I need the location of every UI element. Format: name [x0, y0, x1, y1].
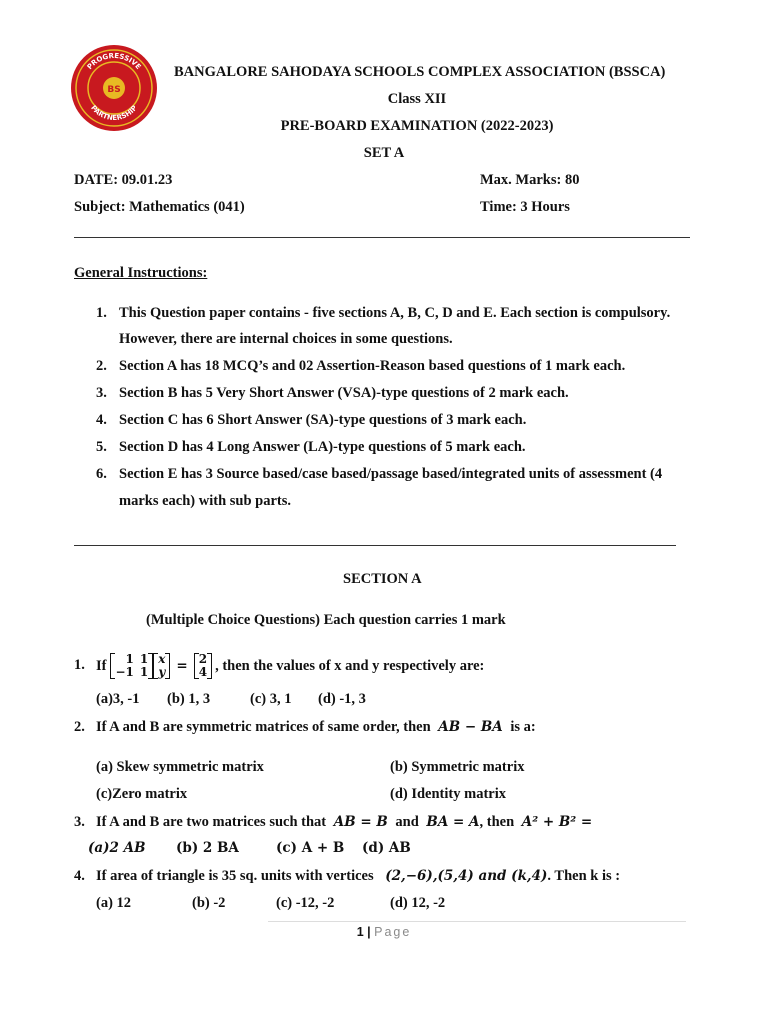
matrix-cell: 1 [125, 652, 134, 666]
header-divider [74, 237, 690, 238]
question-1 [96, 648, 484, 684]
option-b[interactable]: (b) 1, 3 [167, 691, 211, 707]
option-b[interactable]: (b) 2 BA [176, 840, 239, 856]
option-a[interactable]: (a) Skew symmetric matrix [96, 759, 264, 775]
instruction-num: 4. [96, 412, 107, 428]
question-math: (2,−6),(5,4) and (k,4) [385, 868, 548, 884]
max-marks: Max. Marks: 80 [480, 172, 580, 188]
matrix-cell: 2 [198, 652, 208, 666]
option-b[interactable]: (b) Symmetric matrix [390, 759, 525, 775]
instruction-num: 2. [96, 358, 107, 374]
instructions-divider [74, 545, 676, 546]
question-4 [96, 868, 620, 885]
exam-title: PRE-BOARD EXAMINATION (2022-2023) [280, 118, 554, 134]
question-text: If A and B are symmetric matrices of same order, then [96, 719, 431, 735]
page-separator: | [367, 925, 371, 939]
option-c[interactable]: (c) -12, -2 [276, 895, 335, 911]
page-label: Page [374, 925, 412, 939]
instruction-text: marks each) with sub parts. [119, 493, 291, 509]
exam-date: DATE: 09.01.23 [74, 172, 173, 188]
option-d[interactable]: (d) -1, 3 [318, 691, 366, 707]
question-math: AB − BA [438, 719, 503, 735]
section-title: SECTION A [343, 571, 422, 587]
question-number: 4. [74, 868, 85, 884]
matrix-cell: y [158, 665, 166, 679]
option-c[interactable]: (c) 3, 1 [250, 691, 292, 707]
exam-time: Time: 3 Hours [480, 199, 570, 215]
option-d[interactable]: (d) Identity matrix [390, 786, 506, 802]
option-a[interactable]: (a) 12 [96, 895, 132, 911]
equals-sign: = [176, 658, 188, 674]
option-d[interactable]: (d) 12, -2 [390, 895, 446, 911]
logo-initials: BS [107, 85, 121, 95]
instruction-text: Section A has 18 MCQ’s and 02 Assertion-Reason based questions of 1 mark each. [119, 358, 626, 374]
instruction-text: This Question paper contains - five sections A, B, C, D and E. Each section is compulsory. [119, 305, 671, 321]
page-footer [0, 925, 768, 939]
question-text: , then [479, 814, 515, 830]
matrix-cell: 1 [139, 665, 149, 679]
logo-text-top: PROGRESSIVE [85, 51, 143, 72]
matrix-cell: 1 [139, 652, 149, 666]
footer-divider [268, 921, 686, 922]
option-d[interactable]: (d) AB [362, 840, 411, 856]
matrix-a [110, 653, 153, 679]
question-math: A² + B² = [521, 814, 593, 830]
instruction-text: Section C has 6 Short Answer (SA)-type questions of 3 mark each. [119, 412, 527, 428]
question-math: BA = A [426, 814, 480, 830]
class-label: Class XII [387, 91, 447, 107]
instruction-text: Section E has 3 Source based/case based/passage based/integrated units of assessment (4 [119, 466, 663, 482]
question-text: If [96, 657, 107, 674]
matrix-xy [153, 653, 170, 679]
question-text: is a: [510, 719, 536, 735]
matrix-cell: 4 [198, 665, 208, 679]
option-c[interactable]: (c)Zero matrix [96, 786, 188, 802]
question-3 [96, 814, 592, 831]
subject: Subject: Mathematics (041) [74, 199, 245, 215]
instruction-num: 1. [96, 305, 107, 321]
option-a[interactable]: (a)2 AB [88, 840, 146, 856]
instruction-num: 6. [96, 466, 107, 482]
question-number: 1. [74, 657, 85, 673]
instruction-text: Section B has 5 Very Short Answer (VSA)-type questions of 2 mark each. [119, 385, 569, 401]
question-number: 3. [74, 814, 85, 830]
set-label: SET A [363, 145, 405, 161]
instructions-title: General Instructions: [74, 265, 208, 281]
instruction-text: Section D has 4 Long Answer (LA)-type questions of 5 mark each. [119, 439, 526, 455]
logo-text-bottom: PARTNERSHIP [89, 103, 139, 123]
question-text: . Then k is : [547, 868, 621, 884]
option-a[interactable]: (a)3, -1 [96, 691, 140, 707]
option-b[interactable]: (b) -2 [192, 895, 226, 911]
question-text: If area of triangle is 35 sq. units with vertices [96, 868, 374, 884]
section-subtitle: (Multiple Choice Questions) Each question carries 1 mark [146, 612, 506, 628]
question-2 [96, 719, 536, 736]
matrix-result [194, 653, 212, 679]
instruction-num: 5. [96, 439, 107, 455]
instruction-num: 3. [96, 385, 107, 401]
matrix-cell: −1 [115, 665, 134, 679]
question-number: 2. [74, 719, 85, 735]
page-number: 1 [356, 925, 364, 939]
question-text: and [395, 814, 419, 830]
association-title: BANGALORE SAHODAYA SCHOOLS COMPLEX ASSOCIATION (BSSCA) [174, 64, 666, 80]
question-text: If A and B are two matrices such that [96, 814, 327, 830]
question-math: AB = B [333, 814, 388, 830]
option-c[interactable]: (c) A + B [276, 840, 345, 856]
instruction-text: However, there are internal choices in some questions. [119, 331, 453, 347]
matrix-cell: x [158, 652, 166, 666]
question-text: , then the values of x and y respectively are: [215, 657, 485, 674]
